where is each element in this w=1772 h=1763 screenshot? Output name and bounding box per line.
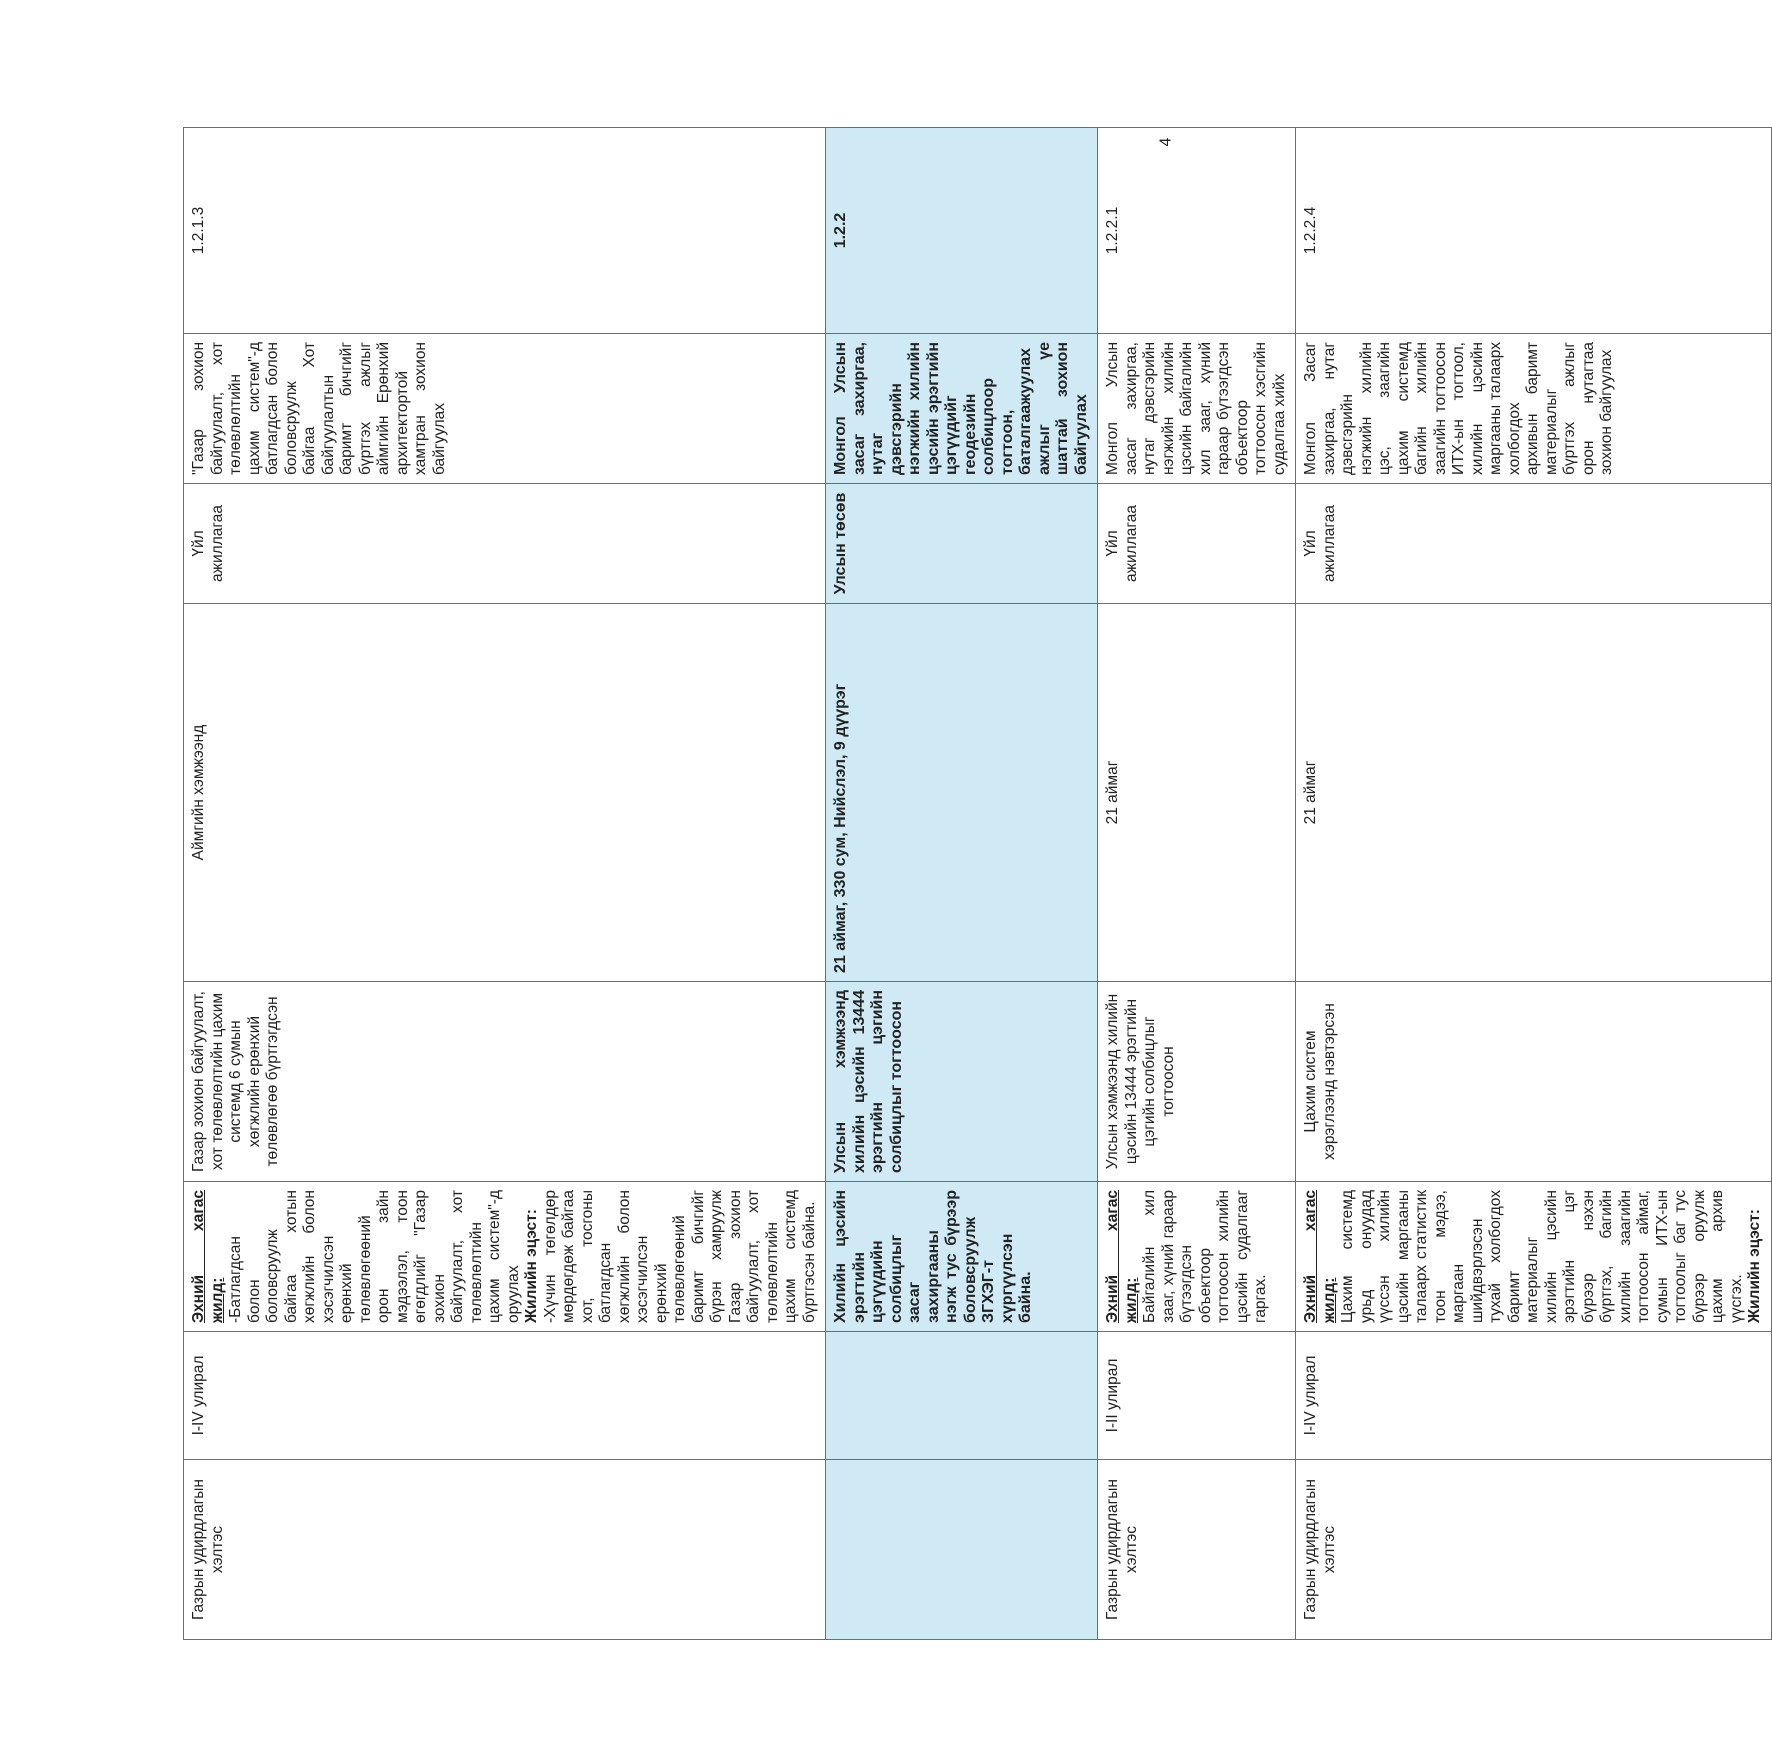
status-text: Хилийн цэсийн эрэгтийн цэгүүдийн солбицлыг засаг захиргааны нэгж тус бүрээр боловсруулж ЗГХЭГ-т хүргүүлсэн байна. bbox=[832, 1190, 1034, 1323]
table-row bbox=[1098, 128, 1296, 1640]
responsible-cell: Газрын удирдлагын хэлтэс bbox=[1098, 1460, 1296, 1640]
funding-cell: Үйл ажиллагаа bbox=[1098, 484, 1296, 604]
table-row bbox=[184, 128, 826, 1640]
status-label: Жилийн эцэст: bbox=[523, 1209, 540, 1323]
funding-cell: Үйл ажиллагаа bbox=[184, 484, 826, 604]
status-cell bbox=[826, 1182, 1098, 1332]
indicator-cell: Улсын хэмжээнд хилийн цэсийн 13444 эрэгтийн цэгийн солбицлыг тогтоосон bbox=[1098, 982, 1296, 1182]
table-row-highlight bbox=[826, 128, 1098, 1640]
scope-cell: Аймгийн хэмжээнд bbox=[184, 604, 826, 982]
scope-cell: 21 аймаг, 330 сум, Нийслэл, 9 дүүрэг bbox=[826, 604, 1098, 982]
plan-table bbox=[183, 127, 1772, 1640]
responsible-cell bbox=[826, 1460, 1098, 1640]
table-row bbox=[1296, 128, 1772, 1640]
code-cell: 1.2.2.4 bbox=[1296, 128, 1772, 334]
indicator-cell: Цахим систем хэрэглээнд нэвтэрсэн bbox=[1296, 982, 1772, 1182]
status-label: Эхний хагас жилд: bbox=[1302, 1190, 1338, 1323]
timeline-cell: I-II улирал bbox=[1098, 1332, 1296, 1460]
status-text: -Батлагдсан болон боловсруулж байгаа хотын хөгжлийн болон хэсэгчилсэн ерөнхий төлөвлөгөөний орон зайн мэдээлэл, тоон өгөгдлийг "Газар зохион байгуулалт, хот төлөвлөлтийн цахим систем"-д оруулах bbox=[227, 1190, 522, 1323]
status-cell bbox=[184, 1182, 826, 1332]
status-label: Эхний хагас жилд: bbox=[1104, 1190, 1140, 1323]
indicator-cell: Улсын хэмжээнд хилийн цэсийн 13444 эрэгтийн цэгийн солбицлыг тогтоосон bbox=[826, 982, 1098, 1182]
scope-cell: 21 аймаг bbox=[1098, 604, 1296, 982]
scope-cell: 21 аймаг bbox=[1296, 604, 1772, 982]
activity-cell: Монгол Улсын засаг захиргаа, нутаг дэвсгэрийн нэгжийн хилийн цэсийн байгалийн хил зааг, хүний гараар бүтээгдсэн объектоор тогтоосон хэсгийн судалгаа хийх bbox=[1098, 334, 1296, 484]
status-label: Жилийн эцэст: bbox=[1746, 1209, 1763, 1323]
timeline-cell: I-IV улирал bbox=[1296, 1332, 1772, 1460]
funding-cell: Үйл ажиллагаа bbox=[1296, 484, 1772, 604]
responsible-cell: Газрын удирдлагын хэлтэс bbox=[184, 1460, 826, 1640]
status-cell bbox=[1296, 1182, 1772, 1332]
timeline-cell bbox=[826, 1332, 1098, 1460]
activity-cell: "Газар зохион байгуулалт, хот төлөвлөлтийн цахим систем"-д батлагдсан болон боловсруулж байгаа Хот байгуулалтын баримт бичгийг бүртгэх ажлыг аймгийн Ерөнхий архитектортой хамтран зохион байгуулах bbox=[184, 334, 826, 484]
status-text: -Хүчин төгөлдөр мөрдөгдөж байгаа хот, тосгоны батлагдсан хөгжлийн болон хэсэгчилсэн ерөнхий төлөвлөгөөний баримт бичгийг бүрэн хамруулж Газар зохион байгуулалт, хот төлөвлөлтийн цахим системд бүртгэсэн байна. bbox=[541, 1190, 818, 1323]
timeline-cell: I-IV улирал bbox=[184, 1332, 826, 1460]
status-cell bbox=[1098, 1182, 1296, 1332]
page-number: 4 bbox=[1157, 137, 1175, 147]
indicator-cell: Газар зохион байгуулалт, хот төлөвлөлтийн цахим системд 6 сумын хөгжлийн ерөнхий төлөвлөгөө бүртгэгдсэн bbox=[184, 982, 826, 1182]
code-cell: 1.2.2.1 bbox=[1098, 128, 1296, 334]
code-cell: 1.2.1.3 bbox=[184, 128, 826, 334]
activity-cell: Монгол Засаг захиргаа, нутаг дэвсгэрийн нэгжийн хилийн цэс, заагийн цахим системд багийн хилийн заагийн тогтоосон ИТХ-ын тогтоол, хилийн цэсийн маргааны талаарх холбогдох архивын баримт материалыг бүртгэх ажлыг орон нутагтаа зохион байгуулах bbox=[1296, 334, 1772, 484]
status-label: Эхний хагас жилд: bbox=[190, 1190, 226, 1323]
funding-cell: Улсын төсөв bbox=[826, 484, 1098, 604]
status-text: Байгалийн хил зааг, хүний гараар бүтээгдсэн объектоор тогтоосон хилийн цэсийн судалгааг гаргах. bbox=[1141, 1190, 1269, 1323]
responsible-cell: Газрын удирдлагын хэлтэс bbox=[1296, 1460, 1772, 1640]
activity-cell: Монгол Улсын засаг захиргаа, нутаг дэвсгэрийн нэгжийн хилийн цэсийн эрэгтийн цэгүүдийг геодезийн солбицлоор тогтоон, баталгаажуулах ажлыг үе шаттай зохион байгуулах bbox=[826, 334, 1098, 484]
status-text: Цахим системд урьд онуудад үүссэн хилийн цэсийн маргааны талаарх статистик тоон мэдээ, маргаан шийдвэрлэсэн тухай холбогдох баримт материалыг хилийн цэсийн эрэгтийн цэг бүрээр нэхэн бүртгэх, багийн хилийн заагийн тогтоосон аймаг, сумын ИТХ-ын тогтоолыг баг тус бүрээр оруулж цахим архив үүсгэх. bbox=[1339, 1190, 1745, 1323]
rotated-table-frame bbox=[183, 128, 1763, 1640]
code-cell: 1.2.2 bbox=[826, 128, 1098, 334]
